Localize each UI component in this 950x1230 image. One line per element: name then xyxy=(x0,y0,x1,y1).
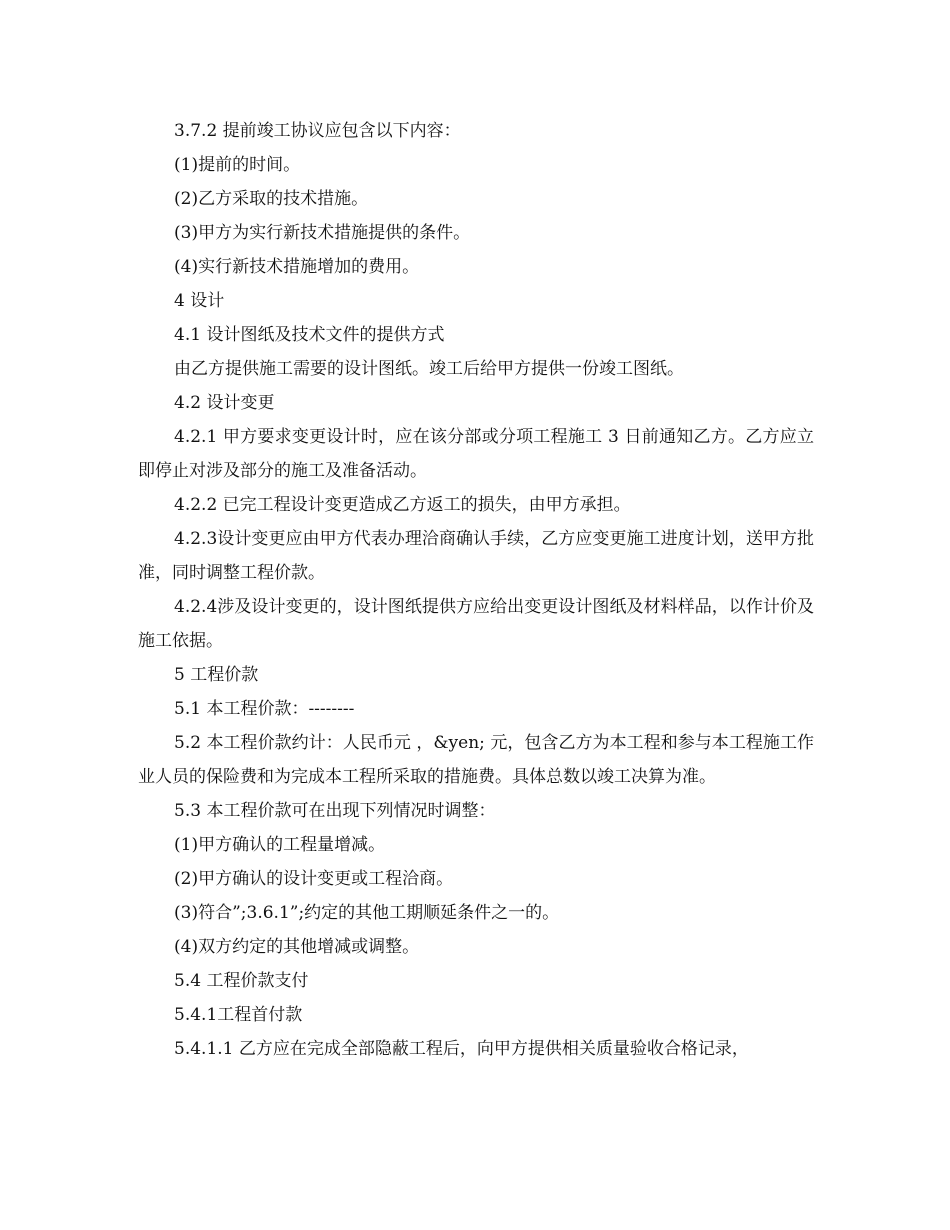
paragraph-4-2-2: 4.2.2 已完工程设计变更造成乙方返工的损失，由甲方承担。 xyxy=(174,495,631,515)
list-item-5-3-4: (4)双方约定的其他增减或调整。 xyxy=(174,937,420,957)
list-item-5-3-1: (1)甲方确认的工程量增减。 xyxy=(174,835,386,855)
document-body xyxy=(138,114,814,1066)
list-item-5-3-2: (2)甲方确认的设计变更或工程洽商。 xyxy=(174,869,454,889)
subsection-heading-4-2: 4.2 设计变更 xyxy=(174,393,275,413)
section-heading-5: 5 工程价款 xyxy=(174,665,259,685)
list-item-1: (1)提前的时间。 xyxy=(174,155,301,175)
subsection-heading-4-1: 4.1 设计图纸及技术文件的提供方式 xyxy=(174,325,445,345)
paragraph-3-7-2: 3.7.2 提前竣工协议应包含以下内容： xyxy=(174,121,461,141)
paragraph-5-1: 5.1 本工程价款：-------- xyxy=(174,699,355,719)
subsection-heading-5-4: 5.4 工程价款支付 xyxy=(174,971,309,991)
section-heading-4: 4 设计 xyxy=(174,291,225,311)
paragraph-4-2-4: 4.2.4涉及设计变更的，设计图纸提供方应给出变更设计图纸及材料样品，以作计价及施工依据。 xyxy=(138,597,814,651)
paragraph-5-3: 5.3 本工程价款可在出现下列情况时调整： xyxy=(174,801,496,821)
list-item-2: (2)乙方采取的技术措施。 xyxy=(174,189,369,209)
list-item-4: (4)实行新技术措施增加的费用。 xyxy=(174,257,420,277)
list-item-5-3-3: (3)符合”;3.6.1”;约定的其他工期顺延条件之一的。 xyxy=(174,903,560,923)
list-item-3: (3)甲方为实行新技术措施提供的条件。 xyxy=(174,223,471,243)
paragraph-4-1-body: 由乙方提供施工需要的设计图纸。竣工后给甲方提供一份竣工图纸。 xyxy=(174,359,684,379)
paragraph-5-2: 5.2 本工程价款约计：人民币元 ，&yen; 元，包含乙方为本工程和参与本工程施工作业人员的保险费和为完成本工程所采取的措施费。具体总数以竣工决算为准。 xyxy=(138,733,814,787)
subsection-heading-5-4-1: 5.4.1工程首付款 xyxy=(174,1005,303,1025)
paragraph-4-2-1: 4.2.1 甲方要求变更设计时，应在该分部或分项工程施工 3 日前通知乙方。乙方应立即停止对涉及部分的施工及准备活动。 xyxy=(138,427,814,481)
paragraph-5-4-1-1: 5.4.1.1 乙方应在完成全部隐蔽工程后，向甲方提供相关质量验收合格记录， xyxy=(174,1039,749,1059)
paragraph-4-2-3: 4.2.3设计变更应由甲方代表办理洽商确认手续，乙方应变更施工进度计划，送甲方批准，同时调整工程价款。 xyxy=(138,529,814,583)
